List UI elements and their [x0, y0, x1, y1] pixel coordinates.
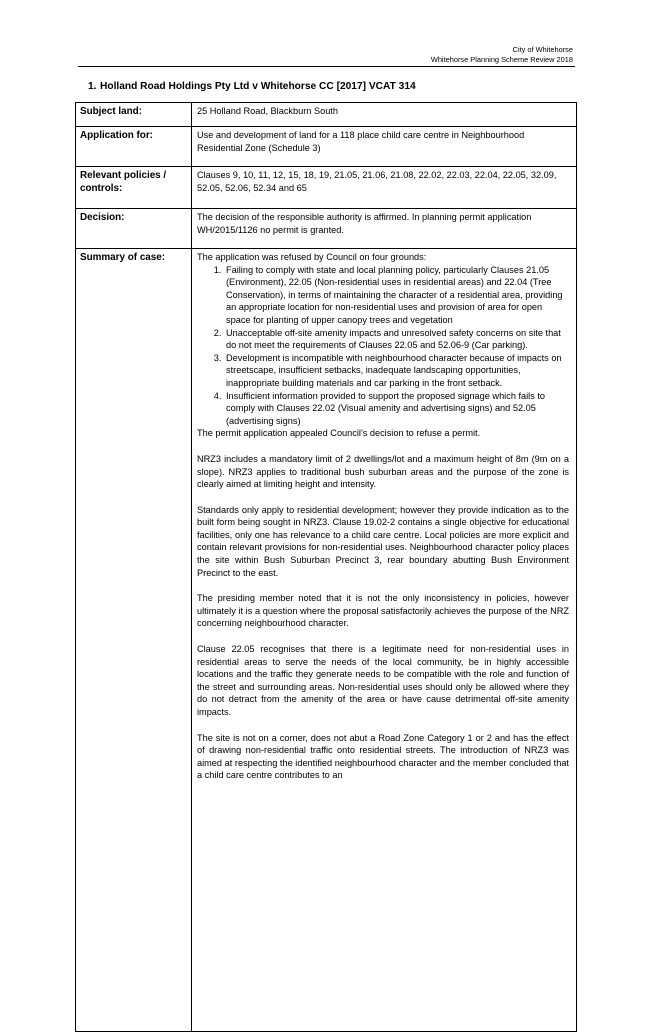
table-row-application — [76, 127, 577, 167]
table-row-decision — [76, 209, 577, 249]
case-number: 1. — [88, 81, 97, 92]
decision-value: The decision of the responsible authority is affirmed. In planning permit application WH/2015/1126 no permit is granted. — [192, 209, 577, 249]
ground-item: 3. Development is incompatible with neighbourhood character because of impacts on streetscape, insufficient setbacks, inadequate landscaping opportunities, inappropriate building materials and car parking in the front setback. — [224, 352, 569, 390]
summary-intro: The application was refused by Council on four grounds: — [197, 252, 427, 262]
subject-land-label: Subject land: — [76, 103, 192, 127]
summary-paragraph: The presiding member noted that it is not the only inconsistency in policies, however ultimately it is a question where the proposal satisfactorily achieves the purpose of the NRZ concerning neighbourhood character. — [197, 593, 569, 629]
header-divider — [78, 66, 575, 67]
decision-label: Decision: — [76, 209, 192, 249]
case-heading — [88, 81, 416, 92]
subject-land-value: 25 Holland Road, Blackburn South — [192, 103, 577, 127]
ground-item: 4. Insufficient information provided to support the proposed signage which fails to comply with Clauses 22.02 (Visual amenity and advertising signs) and 52.05 (advertising signs) — [224, 390, 569, 428]
summary-paragraph: Clause 22.05 recognises that there is a legitimate need for non-residential uses in residential areas to serve the needs of the local community, be in highly accessible locations and the traffic they generate needs to be compatible with the role and function of the street and surrounding areas. Non-residential uses should only be allowed where they do not detract from the amenity of the area or have cause detrimental off-site amenity impacts. — [197, 644, 569, 717]
table-row-subject-land — [76, 103, 577, 127]
table-row-summary — [76, 249, 577, 1032]
ground-item: 2. Unacceptable off-site amenity impacts and unresolved safety concerns on site that do not meet the requirements of Clauses 22.05 and 52.06-9 (Car parking). — [224, 327, 569, 352]
case-summary-table — [75, 102, 577, 1032]
summary-label: Summary of case: — [76, 249, 192, 1032]
policies-value: Clauses 9, 10, 11, 12, 15, 18, 19, 21.05, 21.06, 21.08, 22.02, 22.03, 22.04, 22.05, 32.09, 52.05, 52.06, 52.34 and 65 — [192, 167, 577, 209]
summary-value — [192, 249, 577, 1032]
policies-label: Relevant policies / controls: — [76, 167, 192, 209]
application-label: Application for: — [76, 127, 192, 167]
summary-paragraph: Standards only apply to residential development; however they provide indication as to the built form being sought in NRZ3. Clause 19.02-2 contains a single objective for educational facilities, only one has relevance to a child care centre. Local policies are more explicit and contain relevant provisions for non-residential uses. Neighbourhood character policy places the site within Bush Suburban Precinct 3, rear boundary abutting Bush Environment Precinct to the east. — [197, 504, 569, 578]
grounds-list — [197, 264, 569, 428]
summary-paragraph: NRZ3 includes a mandatory limit of 2 dwellings/lot and a maximum height of 8m (9m on a slope). NRZ3 applies to traditional bush suburban areas and the purpose of the zone is clearly aimed at limiting height and intensity. — [197, 453, 569, 490]
application-value: Use and development of land for a 118 place child care centre in Neighbourhood Residential Zone (Schedule 3) — [192, 127, 577, 167]
table-row-policies — [76, 167, 577, 209]
summary-appeal-note: The permit application appealed Council's decision to refuse a permit. — [197, 428, 481, 439]
ground-item: 1. Failing to comply with state and local planning policy, particularly Clauses 21.05 (Environment), 22.05 (Non-residential uses in residential areas) and 22.04 (Tree Conservation), in terms of maintaining the character of a residential area, providing an appropriate location for non-residential uses and provision of area for open space for planting of upper canopy trees and vegetation — [224, 264, 569, 327]
case-title: Holland Road Holdings Pty Ltd v Whitehorse CC [2017] VCAT 314 — [100, 81, 416, 92]
page-header — [431, 45, 573, 65]
summary-paragraph: The site is not on a corner, does not abut a Road Zone Category 1 or 2 and has the effect of drawing non-residential traffic onto residential streets. The introduction of NRZ3 was aimed at respecting the identified neighbourhood character and the member concluded that a child care centre contributes to an — [197, 732, 569, 781]
header-organisation: City of Whitehorse — [512, 45, 573, 54]
header-document-title: Whitehorse Planning Scheme Review 2018 — [430, 55, 573, 64]
